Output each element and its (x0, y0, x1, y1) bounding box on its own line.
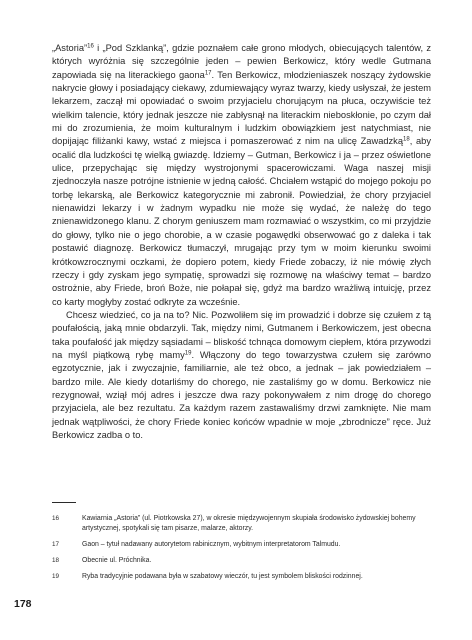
text-segment: „Astoria” (52, 43, 88, 53)
footnote-text: Kawiarnia „Astoria” (ul. Piotrkowska 27), w okresie międzywojennym skupiała środowisko żydowskiej bohemy artystycznej, spotykali się tam pisarze, malarze, aktorzy. (82, 515, 416, 532)
footnotes (52, 514, 432, 588)
footnote-reference: 19 (184, 350, 192, 357)
footnote-number: 18 (52, 557, 60, 564)
footnote-number: 16 (52, 515, 60, 522)
footnote (52, 556, 432, 566)
paragraph (52, 42, 431, 309)
text-segment: i „Pod Szklanką”, gdzie poznałem całe grono młodych, obiecujących talentów, z których wyróżnia się szczególnie jeden – pewien Berkowicz, który wedle Gutmana zapowiada się na literackiego gaona (52, 43, 431, 80)
footnote-text: Gaon – tytuł nadawany autorytetom rabinicznym, wybitnym interpretatorom Talmudu. (82, 541, 341, 548)
footnote-text: Obecnie ul. Próchnika. (82, 557, 152, 564)
footnote (52, 572, 432, 582)
page-number: 178 (14, 598, 32, 610)
footnote-reference: 17 (204, 70, 212, 77)
footnote (52, 540, 432, 550)
footnote-separator (52, 502, 76, 503)
footnote-reference: 16 (87, 43, 94, 50)
text-segment: , aby ocalić dla ludzkości tę wielką gwiazdę. Idziemy – Gutman, Berkowicz i ja – przez oświetlone ulice, przepychając się między wystrojonymi spacerowiczami. Waga naszej misji zjednoczyła nasze potrójne istnienie w jedną całość. Chciałem wstąpić do mojego pokoju po torbę lekarską, ale Berkowicz kategorycznie mi zabronił. Powiedział, że chory przyjaciel nienawidzi lekarzy i w żadnym wypadku nie może się wydać, że należę do tego znienawidzonego klanu. Z chorym geniuszem mam rozmawiać o wszystkim, co mi przyjdzie do głowy, tylko nie o jego chorobie, a w czasie pogawędki obserwować go z daleka i tak postawić diagnozę. Berkowicz tłumaczył, mrugając przy tym w moim kierunku swoimi krótkowzrocznymi oczkami, że dopiero potem, kiedy Friede zobaczy, iż nie mówię złych rzeczy i gdy zyskam jego sympatię, sprowadzi się rozmowę na właściwy temat – bardzo ostrożnie, aby Friede, broń Boże, nie połapał się, gdyż ma bardzo wrażliwą intuicję, przez co karty mogłyby zostać odkryte za wcześnie. (52, 136, 431, 307)
text-segment: . Włączony do tego towarzystwa czułem się zarówno egzotycznie, jak i zwyczajnie, familiarnie, ale też obco, a jednak – jak powiedziałem – bardzo mile. Ale kiedy dotarliśmy do chorego, nie zastaliśmy go w domu. Berkowicz nie rezygnował, wziął mój adres i jeszcze dwa razy pokonywałem z nim drogę do chorego przyjaciela, ale bez rezultatu. Za każdym razem zastawaliśmy drzwi zamknięte. Nie mam jednak wątpliwości, że chory Friede koniec końców wpadnie w moje „zbrodnicze” ręce. Już Berkowicz zadba o to. (52, 349, 431, 440)
footnote (52, 514, 432, 534)
footnote-number: 17 (52, 541, 60, 548)
paragraph (52, 309, 431, 442)
text-segment: Chcesz wiedzieć, co ja na to? Nic. Pozwoliłem się im prowadzić i dobrze się czułem z tą poufałością, jaką mnie obdarzyli. Tak, między nimi, Gutmanem i Berkowiczem, jest obecna taka poufałość jak między sąsiadami – bliskość tchnąca domowym ciepłem, która przywodzi na myśl piątkową rybę mamy (52, 309, 431, 360)
footnote-reference: 18 (403, 136, 410, 143)
main-text (52, 42, 431, 442)
footnote-text: Ryba tradycyjnie podawana była w szabatowy wieczór, tu jest symbolem bliskości rodzinnej. (82, 573, 363, 580)
footnote-number: 19 (52, 573, 60, 580)
text-segment: . Ten Berkowicz, młodzieniaszek noszący żydowskie nakrycie głowy i posiadający ciekawy, zdumiewający wyraz twarzy, kiedy usłyszał, że jestem lekarzem, zaczął mi opowiadać o swoim przyjacielu chorującym na płuca, oczywiście też wielkim talencie, który jednak jeszcze nie zabłysnął na literackim nieboskłonie, po czym dał mi do zrozumienia, że moim kulturalnym i ludzkim obowiązkiem jest natychmiast, nie dopijając filiżanki kawy, wstać z miejsca i pomaszerować z nim na ulicę Zawadzką (52, 69, 431, 147)
